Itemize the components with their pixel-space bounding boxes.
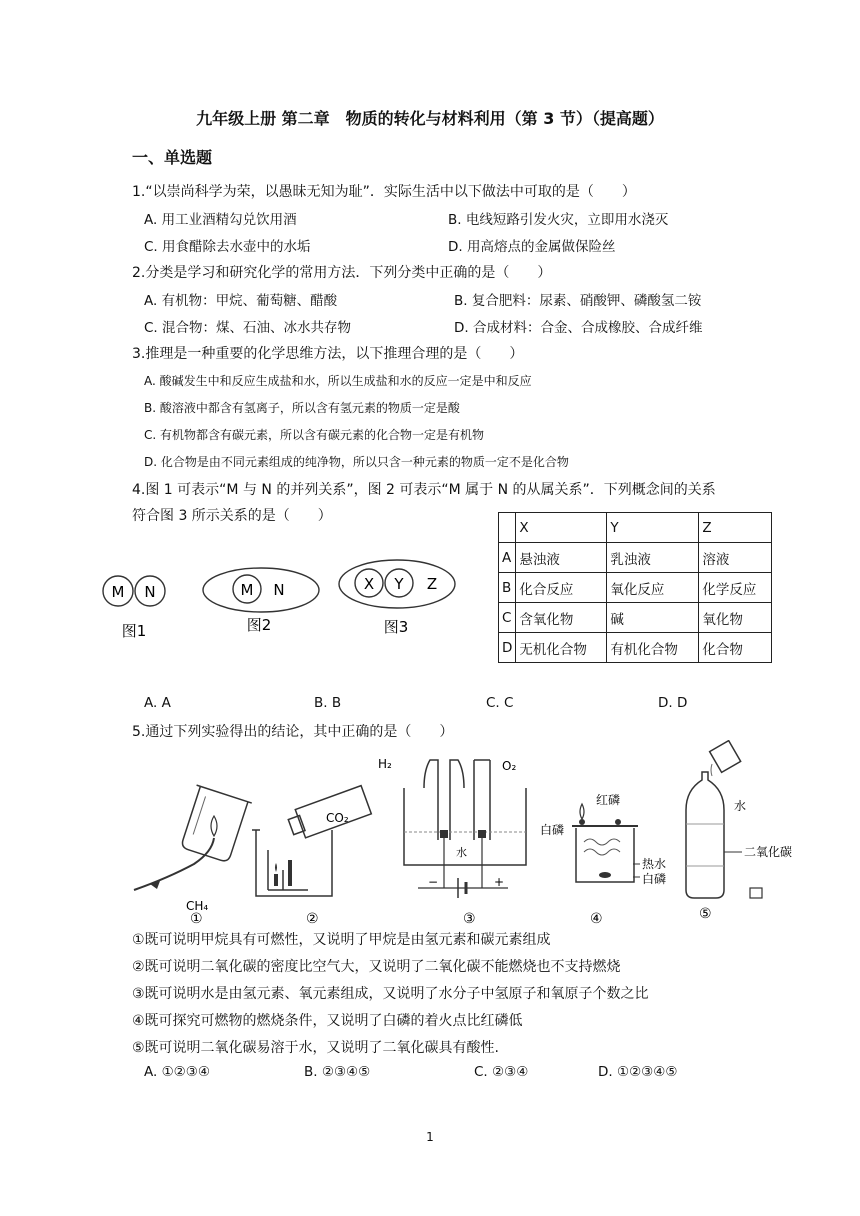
relationship-table <box>498 512 772 663</box>
label-white-phosphorus-top: 白磷 <box>540 823 565 837</box>
label-hot-water: 热水 <box>642 857 667 871</box>
table-cell: 化学反应 <box>699 573 772 603</box>
q4-stem-line1: 4.图 1 可表示“M 与 N 的并列关系”，图 2 可表示“M 属于 N 的从属关系”．下列概念间的关系 <box>132 482 716 498</box>
label-positive: + <box>494 875 505 889</box>
table-cell: A <box>499 543 516 573</box>
table-cell: 化合反应 <box>516 573 607 603</box>
fig1-label-n: N <box>144 583 156 601</box>
q3-option-d: D. 化合物是由不同元素组成的纯净物，所以只含一种元素的物质一定不是化合物 <box>144 455 569 469</box>
q4-option-d: D. D <box>658 695 688 711</box>
label-num-3: ③ <box>463 911 476 927</box>
q2-stem: 2.分类是学习和研究化学的常用方法．下列分类中正确的是（ ） <box>132 265 552 281</box>
label-num-1: ① <box>190 911 203 927</box>
fig2-caption: 图2 <box>246 616 272 634</box>
table-row <box>499 573 772 603</box>
table-row <box>499 543 772 573</box>
experiment-5-bottle-icon <box>686 741 792 898</box>
q5-option-a: A. ①②③④ <box>144 1064 210 1080</box>
table-cell: 氧化反应 <box>607 573 699 603</box>
label-num-2: ② <box>306 911 319 927</box>
fig3-label-x: X <box>363 575 375 593</box>
table-cell: 悬浊液 <box>516 543 607 573</box>
q4-option-c: C. C <box>486 695 514 711</box>
table-cell: D <box>499 633 516 663</box>
label-num-4: ④ <box>590 911 603 927</box>
q4-option-b: B. B <box>314 695 342 711</box>
page-number: 1 <box>426 1130 434 1144</box>
experiment-4-phosphorus-icon <box>540 792 666 886</box>
table-cell: X <box>516 513 607 543</box>
q1-stem: 1.“以崇尚科学为荣，以愚昧无知为耻”．实际生活中以下做法中可取的是（ ） <box>132 184 636 200</box>
table-cell: 碱 <box>607 603 699 633</box>
table-cell: B <box>499 573 516 603</box>
q1-option-b: B. 电线短路引发火灾，立即用水浇灭 <box>448 212 669 228</box>
q3-option-b: B. 酸溶液中都含有氢离子，所以含有氢元素的物质一定是酸 <box>144 401 460 415</box>
fig3-label-z: Z <box>426 575 438 593</box>
label-ch4: CH₄ <box>186 899 209 913</box>
q5-statement-2: ②既可说明二氧化碳的密度比空气大，又说明了二氧化碳不能燃烧也不支持燃烧 <box>132 959 621 975</box>
label-co2: CO₂ <box>326 811 349 825</box>
q1-option-d: D. 用高熔点的金属做保险丝 <box>448 239 616 255</box>
table-cell <box>499 513 516 543</box>
label-num-5: ⑤ <box>699 906 712 922</box>
venn-figures <box>96 550 476 650</box>
q1-option-a: A. 用工业酒精勾兑饮用酒 <box>144 212 297 228</box>
section-heading: 一、单选题 <box>132 148 213 167</box>
table-cell: Z <box>699 513 772 543</box>
q5-statement-4: ④既可探究可燃物的燃烧条件，又说明了白磷的着火点比红磷低 <box>132 1013 523 1029</box>
table-cell: 含氧化物 <box>516 603 607 633</box>
experiment-figures <box>128 740 808 930</box>
q4-stem-line2: 符合图 3 所示关系的是（ ） <box>132 508 332 524</box>
table-cell: 有机化合物 <box>607 633 699 663</box>
fig1-label-m: M <box>111 583 125 601</box>
q5-statement-5: ⑤既可说明二氧化碳易溶于水，又说明了二氧化碳具有酸性. <box>132 1040 499 1056</box>
table-row <box>499 603 772 633</box>
label-red-phosphorus: 红磷 <box>596 793 621 807</box>
table-cell: C <box>499 603 516 633</box>
q5-option-c: C. ②③④ <box>474 1064 529 1080</box>
fig2-label-m: M <box>240 581 254 599</box>
q5-stem: 5.通过下列实验得出的结论，其中正确的是（ ） <box>132 724 454 740</box>
table-cell: 氧化物 <box>699 603 772 633</box>
label-water-electrolysis: 水 <box>456 846 467 859</box>
q3-stem: 3.推理是一种重要的化学思维方法，以下推理合理的是（ ） <box>132 346 524 362</box>
table-cell: Y <box>607 513 699 543</box>
table-cell: 溶液 <box>699 543 772 573</box>
q5-option-b: B. ②③④⑤ <box>304 1064 371 1080</box>
table-cell: 化合物 <box>699 633 772 663</box>
q2-option-a: A. 有机物：甲烷、葡萄糖、醋酸 <box>144 293 338 309</box>
q2-option-c: C. 混合物：煤、石油、冰水共存物 <box>144 320 352 336</box>
label-o2: O₂ <box>502 759 517 773</box>
q5-option-d: D. ①②③④⑤ <box>598 1064 678 1080</box>
q2-option-b: B. 复合肥料：尿素、硝酸钾、磷酸氢二铵 <box>454 293 702 309</box>
label-h2: H₂ <box>378 757 392 771</box>
q3-option-c: C. 有机物都含有碳元素，所以含有碳元素的化合物一定是有机物 <box>144 428 485 442</box>
q2-option-d: D. 合成材料：合金、合成橡胶、合成纤维 <box>454 320 703 336</box>
fig3-caption: 图3 <box>383 618 409 636</box>
label-water-bottle: 水 <box>734 799 747 813</box>
label-co2-chinese: 二氧化碳 <box>744 845 793 859</box>
table-row <box>499 633 772 663</box>
fig3-label-y: Y <box>394 575 404 593</box>
table-cell: 无机化合物 <box>516 633 607 663</box>
experiment-2-co2-pouring-icon <box>252 786 371 896</box>
experiment-1-methane-icon <box>134 785 252 913</box>
fig2-label-n: N <box>273 581 285 599</box>
label-negative: − <box>428 875 439 889</box>
table-cell: 乳浊液 <box>607 543 699 573</box>
q1-option-c: C. 用食醋除去水壶中的水垢 <box>144 239 311 255</box>
q5-statement-1: ①既可说明甲烷具有可燃性，又说明了甲烷是由氢元素和碳元素组成 <box>132 932 551 948</box>
experiment-3-electrolysis-icon <box>378 757 526 898</box>
fig1-caption: 图1 <box>121 622 147 640</box>
q5-statement-3: ③既可说明水是由氢元素、氧元素组成，又说明了水分子中氢原子和氧原子个数之比 <box>132 986 649 1002</box>
q4-option-a: A. A <box>144 695 171 711</box>
page-title: 九年级上册 第二章 物质的转化与材料利用（第 3 节）（提高题） <box>196 109 664 128</box>
table-row <box>499 513 772 543</box>
q3-option-a: A. 酸碱发生中和反应生成盐和水，所以生成盐和水的反应一定是中和反应 <box>144 374 532 388</box>
label-white-phosphorus-bottom: 白磷 <box>642 872 667 886</box>
